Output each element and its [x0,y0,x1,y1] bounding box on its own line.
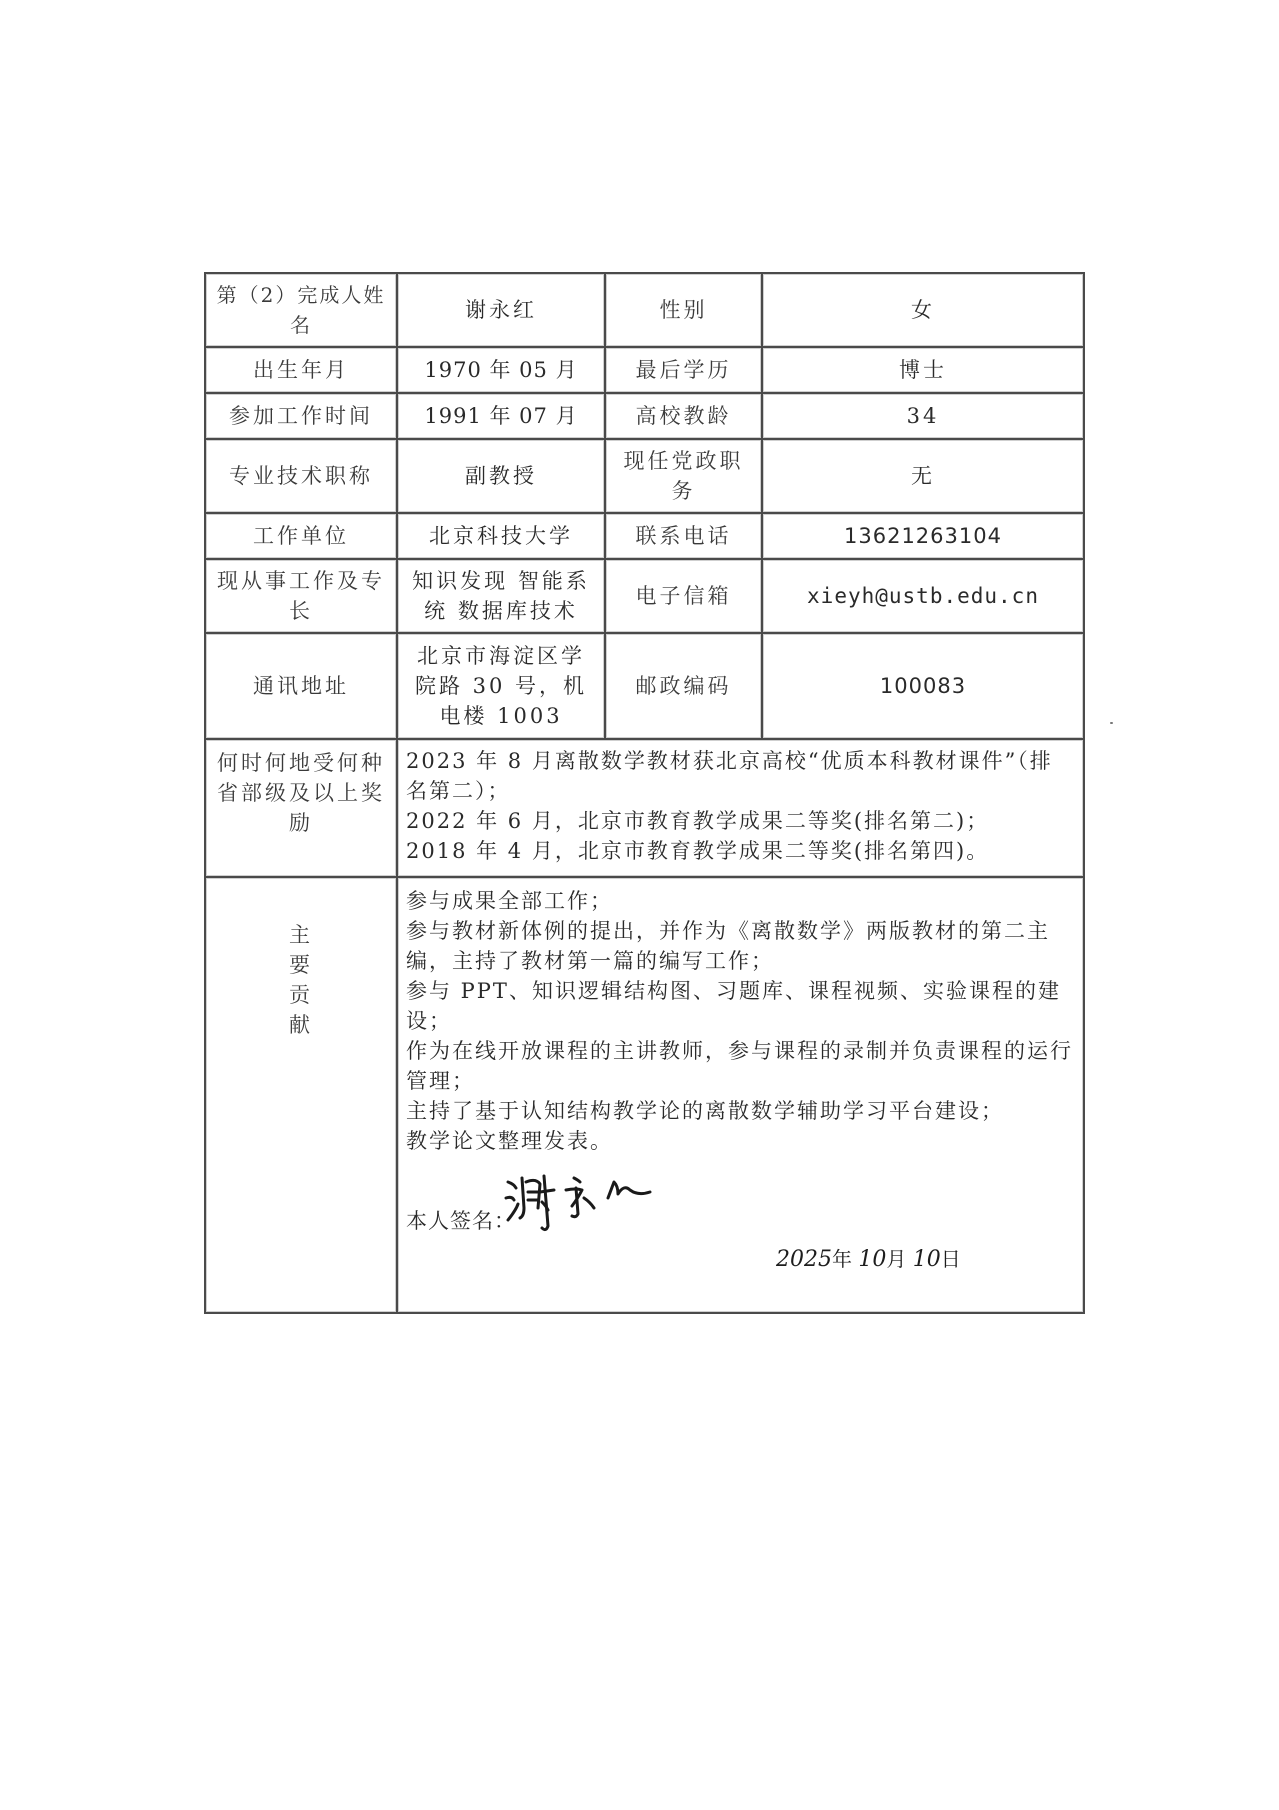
field-value-gender: 女 [762,273,1084,347]
field-value-completer-name: 谢永红 [397,273,605,347]
field-value-email: xieyh@ustb.edu.cn [762,559,1084,633]
table-row [205,347,1084,393]
field-label-education: 最后学历 [605,347,762,393]
table-row [205,439,1084,513]
signature-label: 本人签名： [406,1209,516,1233]
award-line: 2018 年 4 月，北京市教育教学成果二等奖(排名第四)。 [406,839,990,863]
date-year: 2025 [776,1247,832,1272]
field-label-birth-date: 出生年月 [205,347,397,393]
field-label-employer: 工作单位 [205,513,397,559]
field-label-gender: 性别 [605,273,762,347]
contribution-label-char: 献 [289,1013,313,1037]
field-label-completer-name: 第（2）完成人姓名 [205,273,397,347]
contribution-line: 参与教材新体例的提出，并作为《离散数学》两版教材的第二主编，主持了教材第一篇的编写工作； [406,919,1050,973]
field-value-phone: 13621263104 [762,513,1084,559]
contribution-line: 主持了基于认知结构教学论的离散数学辅助学习平台建设； [406,1099,1004,1123]
field-label-postcode: 邮政编码 [605,633,762,739]
date-day: 10 [912,1247,941,1272]
field-label-awards: 何时何地受何种省部级及以上奖励 [205,739,397,877]
award-line: 2022 年 6 月，北京市教育教学成果二等奖(排名第二)； [406,809,990,833]
contribution-content [397,877,1084,1313]
date-month: 10 [858,1247,887,1272]
field-value-education: 博士 [762,347,1084,393]
signature-block [406,1156,1073,1306]
table-row [205,273,1084,347]
field-label-phone: 联系电话 [605,513,762,559]
field-label-work-start: 参加工作时间 [205,393,397,439]
signature-date [776,1244,961,1275]
field-value-work-start: 1991 年 07 月 [397,393,605,439]
field-value-title: 副教授 [397,439,605,513]
contribution-line: 参与 PPT、知识逻辑结构图、习题库、课程视频、实验课程的建设； [406,979,1061,1033]
scan-speck [1110,722,1113,724]
field-value-address: 北京市海淀区学院路 30 号，机电楼 1003 [397,633,605,739]
contribution-line: 参与成果全部工作； [406,889,613,913]
table-row [205,633,1084,739]
table-row [205,739,1084,877]
field-value-birth-date: 1970 年 05 月 [397,347,605,393]
field-value-postcode: 100083 [762,633,1084,739]
field-label-title: 专业技术职称 [205,439,397,513]
awards-content [397,739,1084,877]
date-year-unit: 年 [832,1247,852,1271]
personal-info-form [204,272,1085,1314]
contribution-label-char: 贡 [289,983,313,1007]
field-value-teaching-years: 34 [762,393,1084,439]
field-label-address: 通讯地址 [205,633,397,739]
contribution-line: 教学论文整理发表。 [406,1129,613,1153]
field-label-specialty: 现从事工作及专长 [205,559,397,633]
contribution-label-char: 主 [289,923,313,947]
date-month-unit: 月 [886,1247,907,1271]
table-row [205,559,1084,633]
field-label-teaching-years: 高校教龄 [605,393,762,439]
table-row [205,393,1084,439]
award-line: 2023 年 8 月离散数学教材获北京高校“优质本科教材课件”（排名第二）； [406,749,1053,803]
contribution-label-char: 要 [289,953,313,977]
table-row [205,877,1084,1313]
handwritten-signature [504,1168,664,1238]
table-row [205,513,1084,559]
field-label-contribution [205,877,397,1313]
field-value-employer: 北京科技大学 [397,513,605,559]
field-value-party-position: 无 [762,439,1084,513]
contribution-line: 作为在线开放课程的主讲教师，参与课程的录制并负责课程的运行管理； [406,1039,1073,1093]
field-label-email: 电子信箱 [605,559,762,633]
date-day-unit: 日 [940,1247,961,1271]
field-label-party-position: 现任党政职务 [605,439,762,513]
field-value-specialty: 知识发现 智能系统 数据库技术 [397,559,605,633]
